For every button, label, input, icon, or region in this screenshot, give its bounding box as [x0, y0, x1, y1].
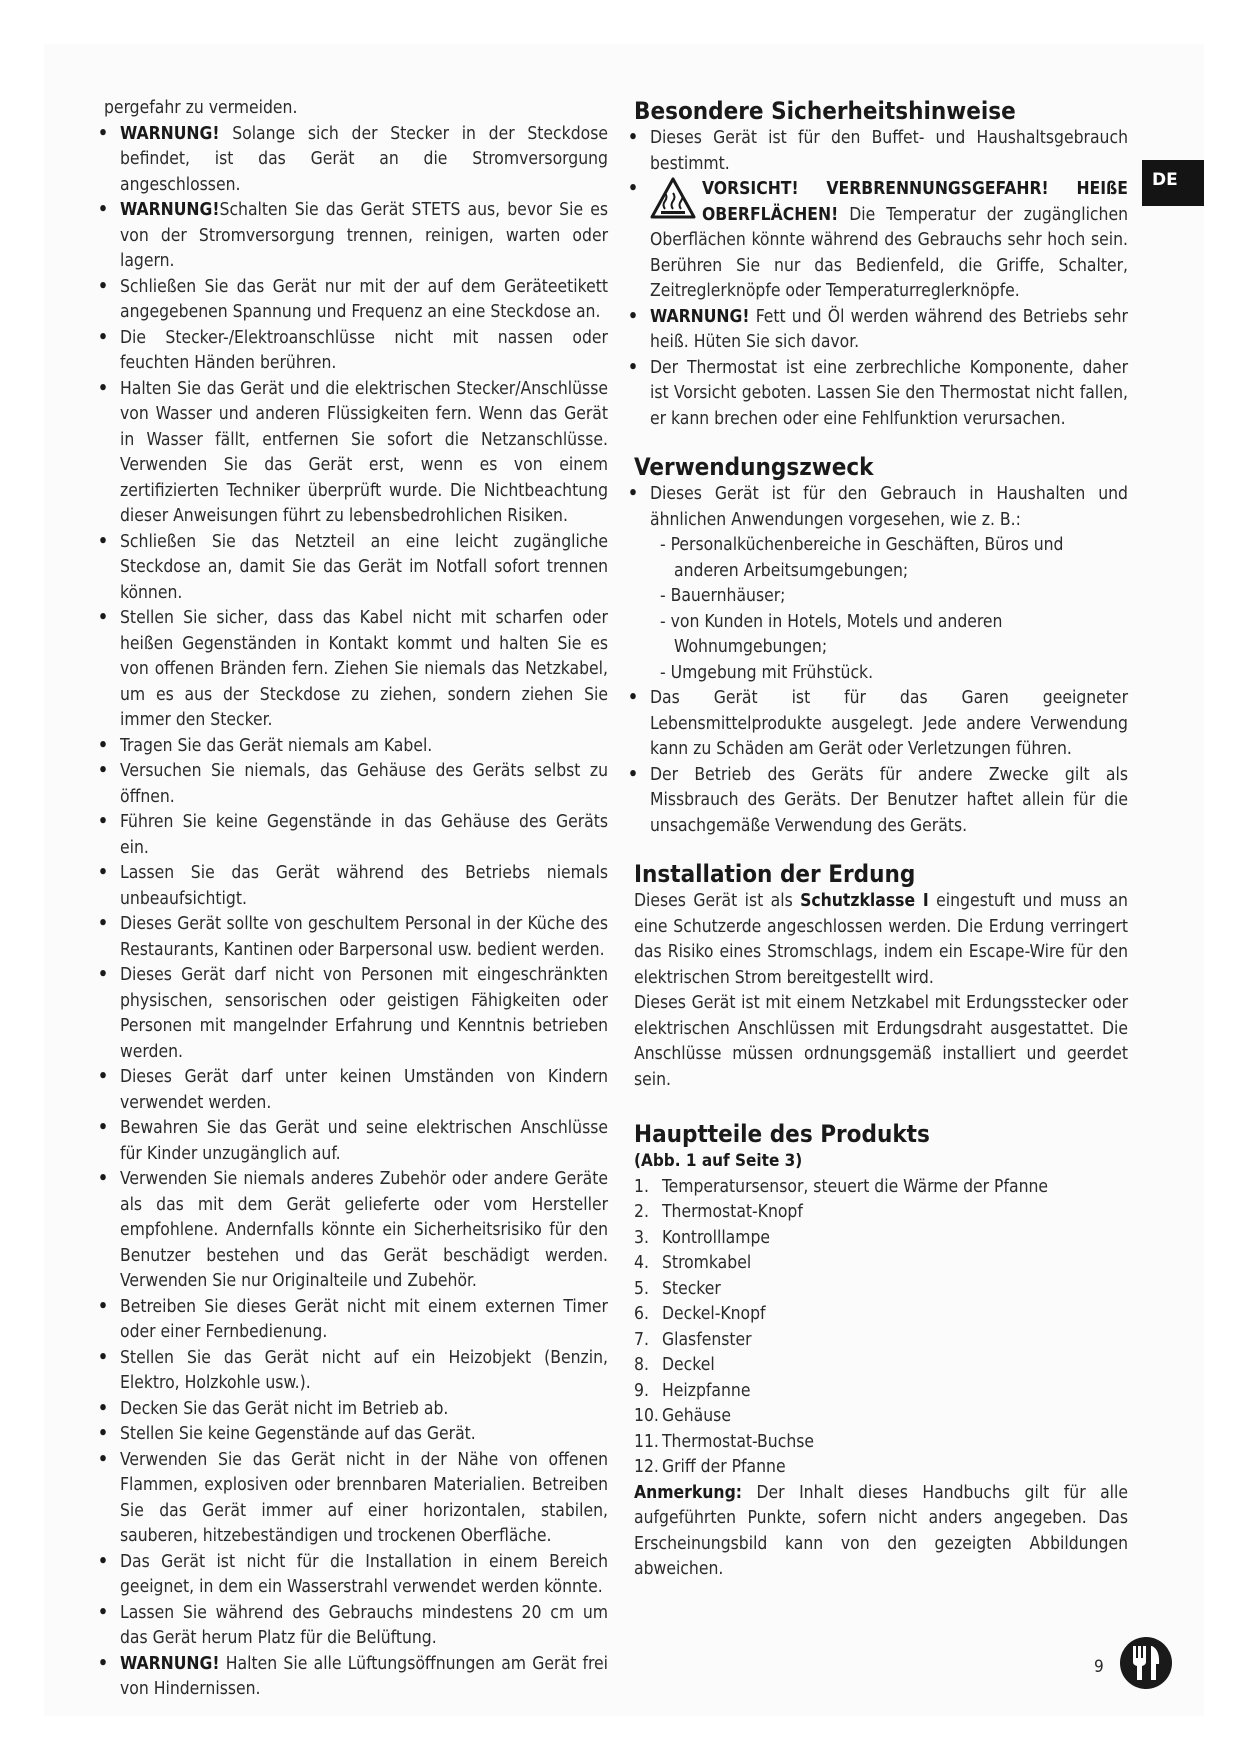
earthing-paragraph-2: Dieses Gerät ist mit einem Netzkabel mit Erdungsstecker oder elektrischen Anschlüssen mit Erdungsdraht ausgestattet. Die Anschlüsse müssen ordnungsgemäß installiert und geerdet sein.: [634, 993, 1128, 1090]
list-item-text: Lassen Sie während des Gebrauchs mindestens 20 cm um das Gerät herum Platz für die Belüftung.: [120, 1602, 608, 1648]
list-item: [104, 530, 608, 607]
list-item-text: Stellen Sie sicher, dass das Kabel nicht mit scharfen oder heißen Gegenständen in Kontakt kommt und halten Sie es von offenen Bränden fern. Ziehen Sie niemals das Netzkabel, um es aus der Steckdose zu ziehen, sondern ziehen Sie immer den Stecker.: [120, 608, 608, 730]
earthing-text: Dieses Gerät ist als: [634, 891, 801, 911]
caution-item: [634, 177, 1128, 305]
page-number: 9: [1094, 1657, 1104, 1677]
part-number: 10.: [634, 1406, 659, 1426]
parts-subtitle: (Abb. 1 auf Seite 3): [634, 1151, 803, 1171]
part-label: Thermostat-Buchse: [662, 1431, 815, 1452]
earthing-heading: Installation der Erdung: [634, 860, 916, 888]
warning-label: WARNUNG!: [120, 123, 220, 144]
part-item: [634, 1404, 1128, 1430]
part-item: [634, 1430, 1128, 1456]
intro-text: pergefahr zu vermeiden.: [104, 98, 298, 118]
list-item: [104, 1397, 608, 1423]
part-number: 1.: [634, 1176, 649, 1197]
part-label: Temperatursensor, steuert die Wärme der Pfanne: [662, 1176, 1049, 1197]
list-item-text: Verwenden Sie das Gerät nicht in der Nähe von offenen Flammen, explosiven oder brennbaren Materialien. Betreiben Sie das Gerät immer auf einer horizontalen, stabilen, sauberen, hitzebeständigen und trockenen Oberfläche.: [120, 1449, 608, 1546]
part-number: 11.: [634, 1431, 659, 1452]
list-item: [104, 122, 608, 199]
list-item-text: Halten Sie das Gerät und die elektrischen Stecker/Anschlüsse von Wasser und anderen Flüssigkeiten fern. Wenn das Gerät in Wasser fällt, entfernen Sie sofort die Netzanschlüsse. Verwenden Sie das Gerät erst, wenn es von einem zertifizierten Techniker überprüft wurde. Die Nichtbeachtung dieser Anweisungen führt zu lebensbedrohlichen Risiken.: [120, 378, 608, 526]
list-item-text: Versuchen Sie niemals, das Gehäuse des Geräts selbst zu öffnen.: [120, 761, 608, 807]
part-label: Heizpfanne: [662, 1380, 751, 1401]
protection-class: Schutzklasse I: [800, 891, 929, 911]
part-item: [634, 1302, 1128, 1328]
list-item: [104, 1167, 608, 1295]
list-item: [104, 963, 608, 1065]
part-item: [634, 1200, 1128, 1226]
list-item: • Dieses Gerät ist für den Buffet- und Haushaltsgebrauch bestimmt.: [634, 126, 1128, 177]
part-number: 6.: [634, 1304, 649, 1324]
list-item: [104, 1550, 608, 1601]
earthing-text: eingestuft und muss an eine Schutzerde angeschlossen werden. Die Erdung verringert das Risiko eines Stromschlags, indem ein Escape-Wire für den elektrischen Strom bereitgestellt wird.: [634, 891, 1128, 988]
part-item: [634, 1175, 1128, 1201]
list-item-text: Verwenden Sie niemals anderes Zubehör oder andere Geräte als das mit dem Gerät gelieferte oder vom Hersteller empfohlene. Andernfalls könnte ein Sicherheitsrisiko für den Benutzer bestehen und das Gerät beschädigt werden. Verwenden Sie nur Originalteile und Zubehör.: [120, 1169, 608, 1291]
list-item: [104, 1065, 608, 1116]
part-number: 9.: [634, 1380, 649, 1401]
list-item-text: Lassen Sie das Gerät während des Betriebs niemals unbeaufsichtigt.: [120, 863, 608, 909]
part-label: Thermostat-Knopf: [662, 1202, 803, 1222]
part-label: Deckel-Knopf: [662, 1304, 766, 1324]
right-column: [634, 96, 1128, 1583]
usage-sublist: [634, 533, 1128, 686]
list-item: [104, 326, 608, 377]
list-item: [104, 275, 608, 326]
list-item: [104, 1448, 608, 1550]
earthing-paragraph-1: [634, 889, 1128, 991]
part-item: [634, 1251, 1128, 1277]
list-item: • Dieses Gerät ist für den Gebrauch in Haushalten und ähnlichen Anwendungen vorgesehen, wie z. B.:: [634, 482, 1128, 533]
list-item-text: Stellen Sie das Gerät nicht auf ein Heizobjekt (Benzin, Elektro, Holzkohle usw.).: [120, 1347, 608, 1393]
list-item: [104, 1422, 608, 1448]
list-item: • Das Gerät ist für das Garen geeigneter Lebensmittelprodukte ausgelegt. Jede andere Verwendung kann zu Schäden am Gerät oder Verletzungen führen.: [634, 686, 1128, 763]
list-item-text: Das Gerät ist nicht für die Installation in einem Bereich geeignet, in dem ein Wasserstrahl verwendet werden könnte.: [120, 1551, 608, 1597]
part-number: 5.: [634, 1278, 649, 1299]
list-item-text: Betreiben Sie dieses Gerät nicht mit einem externen Timer oder einer Fernbedienung.: [120, 1296, 608, 1342]
sublist-item: - Umgebung mit Frühstück.: [660, 662, 874, 683]
list-item-text: Dieses Gerät sollte von geschultem Personal in der Küche des Restaurants, Kantinen oder Barpersonal usw. bedient werden.: [120, 914, 608, 960]
list-item-text: Führen Sie keine Gegenstände in das Gehäuse des Geräts ein.: [120, 812, 608, 858]
part-label: Kontrolllampe: [662, 1227, 771, 1248]
part-item: [634, 1277, 1128, 1303]
part-number: 3.: [634, 1227, 649, 1248]
list-item: [104, 1295, 608, 1346]
sublist-item: - Bauernhäuser;: [660, 586, 786, 606]
list-item: [104, 606, 608, 734]
list-item: • Der Betrieb des Geräts für andere Zwecke gilt als Missbrauch des Geräts. Der Benutzer haftet allein für die unsachgemäße Verwendung des Geräts.: [634, 763, 1128, 840]
part-label: Gehäuse: [662, 1406, 731, 1426]
part-number: 2.: [634, 1202, 649, 1222]
caution-label: VORSICHT! VERBRENNUNGSGEFAHR! HEIßE OBERFLÄCHEN!: [702, 179, 1128, 225]
part-item: [634, 1353, 1128, 1379]
list-item-text: Die Stecker-/Elektroanschlüsse nicht mit nassen oder feuchten Händen berühren.: [120, 327, 608, 373]
list-item: [104, 377, 608, 530]
sublist-item: - von Kunden in Hotels, Motels und anderen Wohnumgebungen;: [660, 611, 1003, 657]
usage-heading: Verwendungszweck: [634, 453, 874, 481]
warning-text: Fett und Öl werden während des Betriebs sehr heiß. Hüten Sie sich davor.: [650, 306, 1128, 352]
list-item-text: Bewahren Sie das Gerät und seine elektrischen Anschlüsse für Kinder unzugänglich auf.: [120, 1118, 608, 1164]
part-item: [634, 1226, 1128, 1252]
part-label: Stromkabel: [662, 1253, 752, 1273]
list-item-text: Dieses Gerät darf nicht von Personen mit eingeschränkten physischen, sensorischen oder geistigen Fähigkeiten oder Personen mit mangelnder Erfahrung und Kenntnis betrieben werden.: [120, 965, 608, 1062]
cutlery-logo-icon: [1119, 1636, 1173, 1690]
sublist-item: - Personalküchenbereiche in Geschäften, Büros und anderen Arbeitsumgebungen;: [660, 535, 1064, 581]
list-item: [104, 1601, 608, 1652]
list-item: [104, 734, 608, 760]
parts-list: [634, 1175, 1128, 1481]
list-item: [104, 198, 608, 275]
note-text: Der Inhalt dieses Handbuchs gilt für alle aufgeführten Punkte, sofern nicht anders angegeben. Das Erscheinungsbild kann von den gezeigten Abbildungen abweichen.: [634, 1482, 1128, 1579]
list-item-text: Schließen Sie das Netzteil an eine leicht zugängliche Steckdose an, damit Sie das Gerät im Notfall sofort trennen können.: [120, 531, 608, 603]
part-label: Glasfenster: [662, 1329, 752, 1350]
caution-text: Die Temperatur der zugänglichen Oberflächen könnte während des Gebrauchs sehr hoch sein. Berühren Sie nur das Bedienfeld, die Griffe, Schalter, Zeitreglerknöpfe oder Temperaturreglerknöpfe.: [650, 204, 1128, 301]
left-column: [104, 96, 608, 1703]
list-item-text: Decken Sie das Gerät nicht im Betrieb ab.: [120, 1398, 449, 1419]
part-item: [634, 1455, 1128, 1481]
warning-label: WARNUNG!: [650, 306, 750, 327]
part-item: [634, 1328, 1128, 1354]
list-item: [104, 1652, 608, 1703]
part-item: [634, 1379, 1128, 1405]
note-label: Anmerkung:: [634, 1482, 743, 1503]
note-paragraph: [634, 1481, 1128, 1583]
language-tab: DE: [1142, 160, 1204, 206]
hot-surface-warning-icon: [650, 177, 696, 221]
list-item-text: Dieses Gerät darf unter keinen Umständen von Kindern verwendet werden.: [120, 1067, 608, 1113]
part-number: 7.: [634, 1329, 649, 1350]
list-item: [634, 305, 1128, 356]
warning-label: WARNUNG!: [120, 1653, 220, 1674]
part-label: Stecker: [662, 1278, 721, 1299]
part-number: 4.: [634, 1253, 649, 1273]
list-item-text: Schalten Sie das Gerät STETS aus, bevor Sie es von der Stromversorgung trennen, reinigen, warten oder lagern.: [120, 200, 608, 271]
list-item: [104, 1116, 608, 1167]
list-item-text: Schließen Sie das Gerät nur mit der auf dem Geräteetikett angegebenen Spannung und Frequenz an eine Steckdose an.: [120, 276, 608, 322]
part-number: 8.: [634, 1355, 649, 1375]
list-item: [104, 759, 608, 810]
list-item: • Der Thermostat ist eine zerbrechliche Komponente, daher ist Vorsicht geboten. Lassen Sie den Thermostat nicht fallen, er kann brechen oder eine Fehlfunktion verursachen.: [634, 356, 1128, 433]
list-item: [104, 810, 608, 861]
part-label: Deckel: [662, 1355, 715, 1375]
safety-heading: Besondere Sicherheitshinweise: [634, 97, 1016, 125]
part-number: 12.: [634, 1457, 659, 1477]
list-item-text: Stellen Sie keine Gegenstände auf das Gerät.: [120, 1424, 476, 1444]
parts-heading: Hauptteile des Produkts: [634, 1120, 930, 1148]
list-item: [104, 861, 608, 912]
list-item: [104, 1346, 608, 1397]
warning-label: WARNUNG!: [120, 200, 220, 220]
list-item-text: Tragen Sie das Gerät niemals am Kabel.: [120, 735, 433, 756]
list-item: [104, 912, 608, 963]
part-label: Griff der Pfanne: [662, 1457, 786, 1477]
safety-list: [104, 122, 608, 1703]
list-item-text: Solange sich der Stecker in der Steckdose befindet, ist das Gerät an die Stromversorgung angeschlossen.: [120, 123, 608, 195]
list-item-text: Halten Sie alle Lüftungsöffnungen am Gerät frei von Hindernissen.: [120, 1653, 608, 1699]
